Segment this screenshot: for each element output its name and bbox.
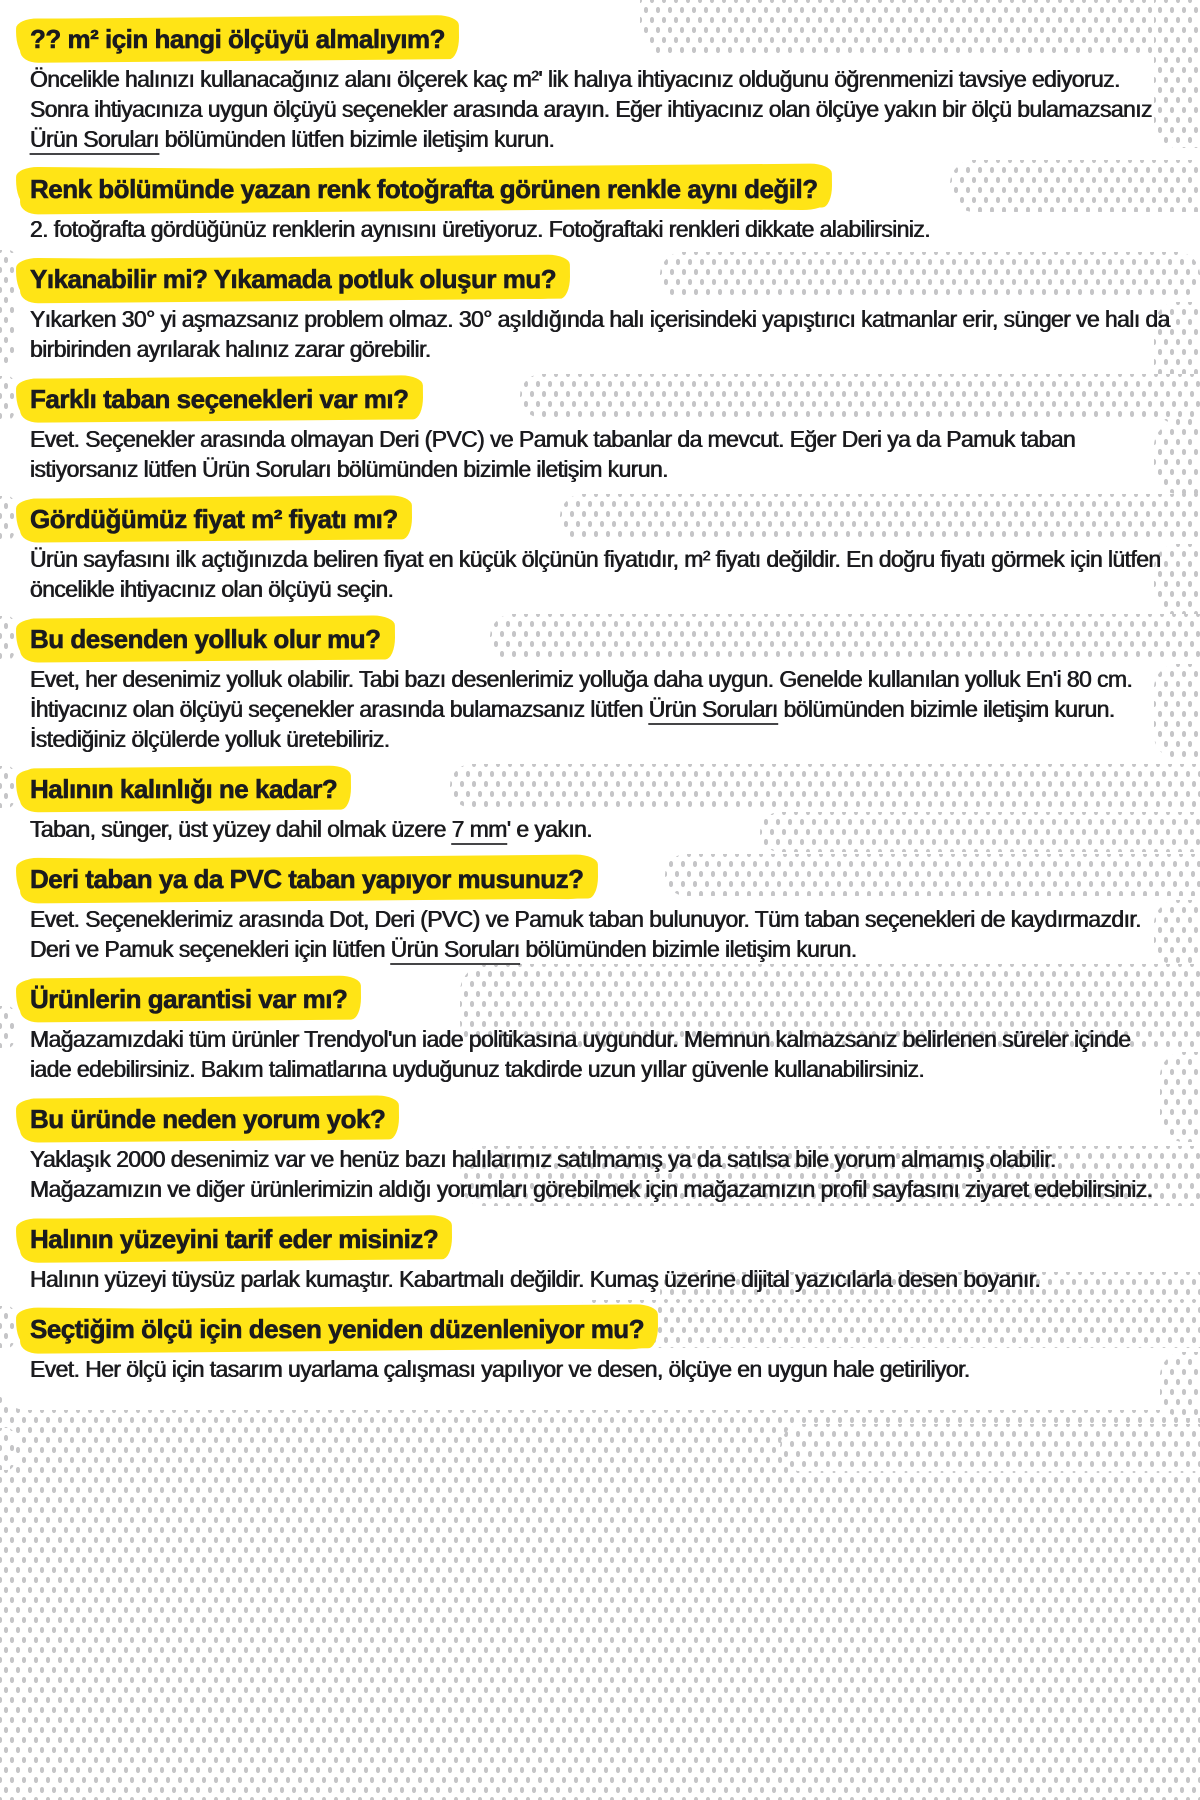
faq-question-highlight: Renk bölümünde yazan renk fotoğrafta görünen renkle aynı değil? xyxy=(30,174,818,204)
faq-item xyxy=(30,984,1170,1084)
faq-item xyxy=(30,174,1170,244)
faq-answer xyxy=(30,544,1170,604)
answer-text: ' e yakın. xyxy=(506,816,593,842)
faq-question-highlight: Seçtiğim ölçü için desen yeniden düzenleniyor mu? xyxy=(30,1314,645,1344)
halftone-patch xyxy=(0,1428,14,1470)
faq-item xyxy=(30,384,1170,484)
faq-item xyxy=(30,264,1170,364)
faq-item xyxy=(30,1224,1170,1294)
faq-question-highlight: Halının yüzeyini tarif eder misiniz? xyxy=(30,1224,439,1254)
answer-text: Mağazamızdaki tüm ürünler Trendyol'un iade politikasına uygundur. Memnun kalmazsanız belirlenen süreler içinde iade edebilirsiniz. Bakım talimatlarına uyduğunuz takdirde uzun yıllar güvenle kullanabilirsiniz. xyxy=(30,1026,1131,1082)
answer-text: Yaklaşık 2000 desenimiz var ve henüz bazı halılarımız satılmamış ya da satılsa bile yorum almamış olabilir. Mağazamızın ve diğer ürünlerimizin aldığı yorumları görebilmek için mağazamızın profil sayfasını ziyaret edebilirsiniz. xyxy=(30,1146,1153,1202)
faq-question-highlight: Deri taban ya da PVC taban yapıyor musunuz? xyxy=(30,864,584,894)
faq-question-highlight: Gördüğümüz fiyat m² fiyatı mı? xyxy=(30,504,398,534)
faq-item xyxy=(30,1314,1170,1384)
faq-item xyxy=(30,1104,1170,1204)
faq-question xyxy=(30,1104,1170,1134)
faq-answer xyxy=(30,304,1170,364)
faq-question xyxy=(30,264,1170,294)
faq-question-highlight: Ürünlerin garantisi var mı? xyxy=(30,984,348,1014)
faq-answer xyxy=(30,1264,1170,1294)
answer-text: Yıkarken 30° yi aşmazsanız problem olmaz. 30° aşıldığında halı içerisindeki yapıştırıcı katmanlar erir, sünger ve halı da birbirinden ayrılarak halınız zarar görebilir. xyxy=(30,306,1170,362)
faq-answer xyxy=(30,1144,1170,1204)
faq-question xyxy=(30,384,1170,414)
faq-question xyxy=(30,174,1170,204)
faq-question xyxy=(30,504,1170,534)
faq-question-highlight: Yıkanabilir mi? Yıkamada potluk oluşur mu? xyxy=(30,264,557,294)
answer-text: Evet. Her ölçü için tasarım uyarlama çalışması yapılıyor ve desen, ölçüye en uygun hale getiriliyor. xyxy=(30,1356,970,1382)
faq-question-highlight: ?? m² için hangi ölçüyü almalıyım? xyxy=(30,24,445,54)
faq-answer xyxy=(30,214,1170,244)
answer-underlined-text: Ürün Soruları xyxy=(30,126,159,152)
faq-answer xyxy=(30,424,1170,484)
faq-question-highlight: Bu üründe neden yorum yok? xyxy=(30,1104,386,1134)
answer-underlined-text: Ürün Soruları xyxy=(390,936,520,962)
answer-underlined-text: Ürün Soruları xyxy=(648,696,778,722)
faq-question-highlight: Bu desenden yolluk olur mu? xyxy=(30,624,381,654)
faq-question xyxy=(30,774,1170,804)
answer-text: Evet. Seçenekler arasında olmayan Deri (PVC) ve Pamuk tabanlar da mevcut. Eğer Deri ya da Pamuk taban istiyorsanız lütfen Ürün Soruları bölümünden bizimle iletişim kurun. xyxy=(30,426,1076,482)
faq-question xyxy=(30,1314,1170,1344)
faq-answer xyxy=(30,1354,1170,1384)
answer-underlined-text: 7 mm xyxy=(451,816,507,842)
faq-item xyxy=(30,24,1170,154)
faq-question xyxy=(30,624,1170,654)
answer-text: 2. fotoğrafta gördüğünüz renklerin aynısını üretiyoruz. Fotoğraftaki renkleri dikkate alabilirsiniz. xyxy=(30,216,931,242)
answer-text: Taban, sünger, üst yüzey dahil olmak üzere xyxy=(30,816,452,842)
answer-text: Ürün sayfasını ilk açtığınızda beliren fiyat en küçük ölçünün fiyatıdır, m² fiyatı değildir. En doğru fiyatı görmek için lütfen öncelikle ihtiyacınız olan ölçüyü seçin. xyxy=(30,546,1161,602)
answer-text: Halının yüzeyi tüysüz parlak kumaştır. Kabartmalı değildir. Kumaş üzerine dijital yazıcılarla desen boyanır. xyxy=(30,1266,1041,1292)
answer-text: Evet, her desenimiz yolluk olabilir. Tabi bazı desenlerimiz yolluğa daha uygun. Genelde kullanılan yolluk En'i 80 cm. İhtiyacınız olan ölçüyü seçenekler arasında bulamazsanız lütfen xyxy=(30,666,1133,722)
faq-question-highlight: Halının kalınlığı ne kadar? xyxy=(30,774,338,804)
faq-question xyxy=(30,24,1170,54)
faq-question xyxy=(30,984,1170,1014)
faq-item xyxy=(30,864,1170,964)
faq-question xyxy=(30,864,1170,894)
halftone-patch xyxy=(780,1424,1200,1472)
faq-answer xyxy=(30,904,1170,964)
faq-question xyxy=(30,1224,1170,1254)
answer-text: Öncelikle halınızı kullanacağınız alanı ölçerek kaç m²' lik halıya ihtiyacınız olduğunu öğrenmenizi tavsiye ediyoruz. Sonra ihtiyacınıza uygun ölçüyü seçenekler arasında arayın. Eğer ihtiyacınız olan ölçüye yakın bir ölçü bulamazsanız xyxy=(30,66,1152,122)
faq-answer xyxy=(30,64,1170,154)
faq-item xyxy=(30,504,1170,604)
faq-item xyxy=(30,774,1170,844)
faq-answer xyxy=(30,1024,1170,1084)
faq-answer xyxy=(30,814,1170,844)
faq-item xyxy=(30,624,1170,754)
answer-text: Evet. Seçeneklerimiz arasında Dot, Deri (PVC) ve Pamuk taban bulunuyor. Tüm taban seçenekleri de kaydırmazdır. Deri ve Pamuk seçenekleri için lütfen xyxy=(30,906,1141,962)
faq-question-highlight: Farklı taban seçenekleri var mı? xyxy=(30,384,409,414)
answer-text: bölümünden lütfen bizimle iletişim kurun. xyxy=(158,126,555,152)
answer-text: bölümünden bizimle iletişim kurun. xyxy=(519,936,857,962)
faq-answer xyxy=(30,664,1170,754)
answer-text: bölümünden bizimle iletişim kurun. İstediğiniz ölçülerde yolluk üretebiliriz. xyxy=(30,696,1115,752)
